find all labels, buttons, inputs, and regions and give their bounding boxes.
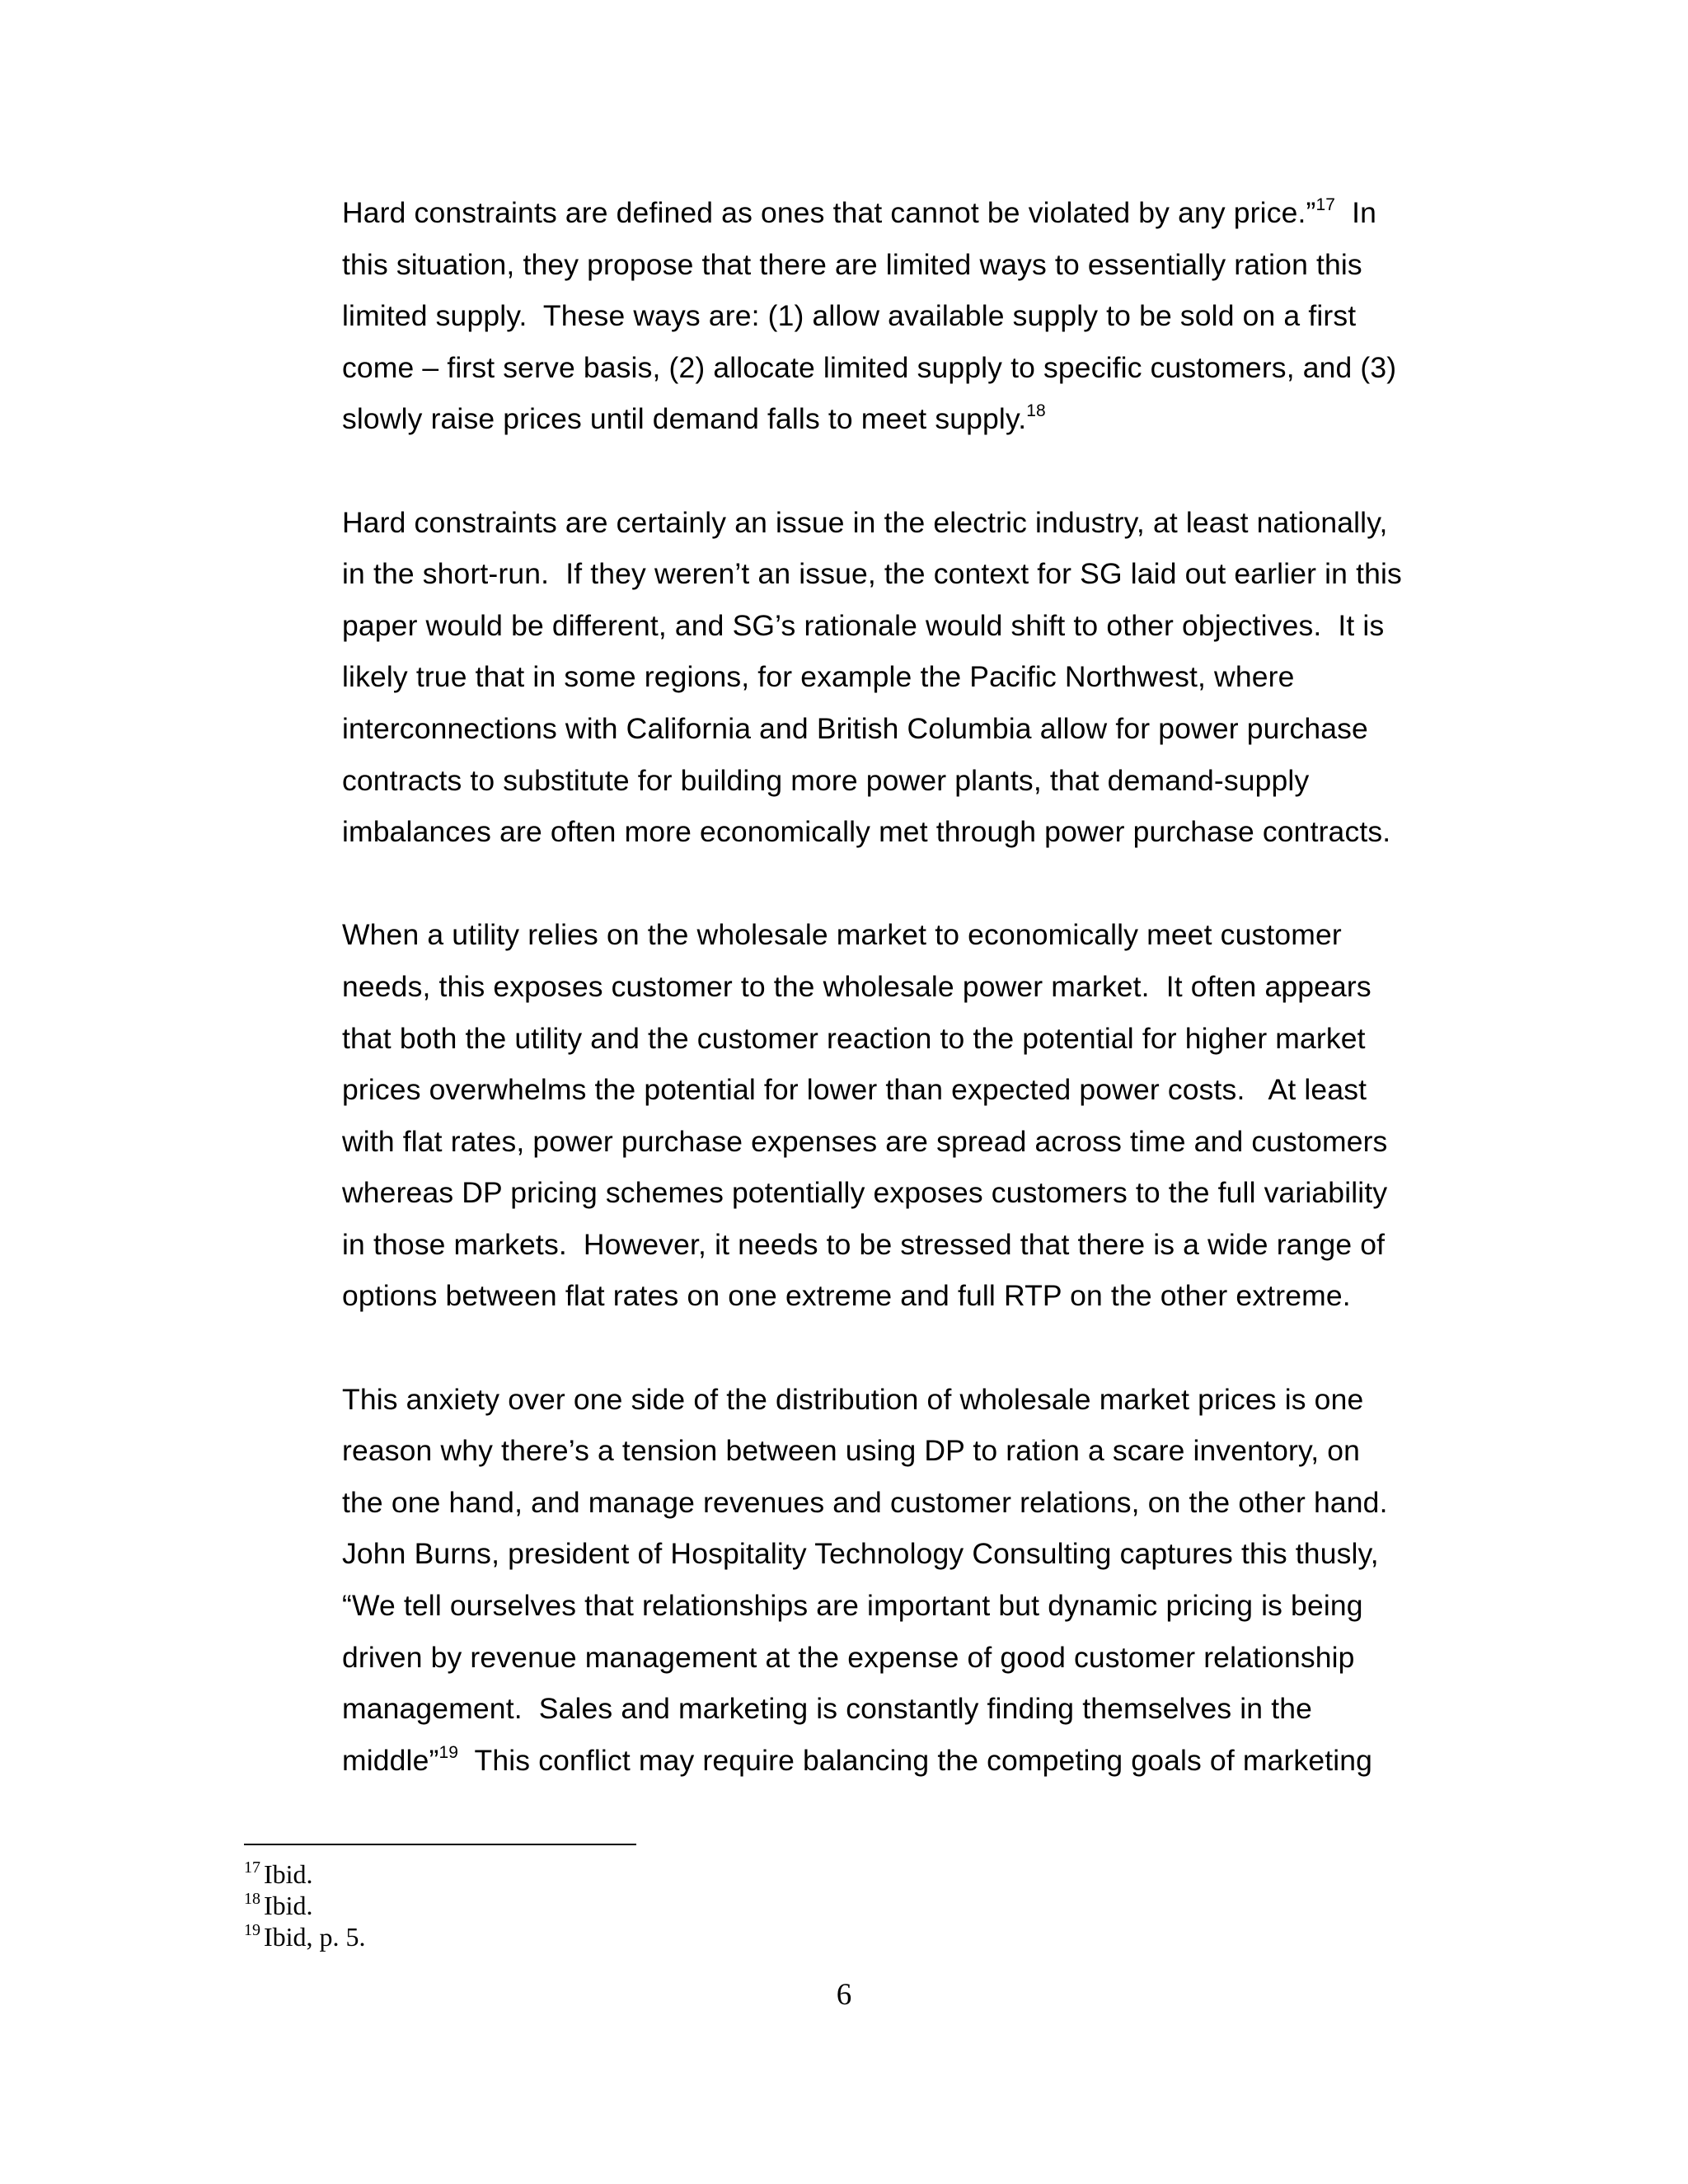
line-text: that both the utility and the customer reaction to the potential for higher market — [342, 1021, 1366, 1055]
line-text: come – first serve basis, (2) allocate limited supply to specific customers, and (3) — [342, 350, 1397, 384]
line-text: prices overwhelms the potential for lower than expected power costs. At least — [342, 1073, 1367, 1107]
text-line — [342, 1528, 1430, 1580]
footnote-reference: 19 — [438, 1742, 459, 1762]
text-line — [342, 1683, 1430, 1735]
line-text: reason why there’s a tension between using DP to ration a scare inventory, on — [342, 1434, 1361, 1468]
text-line — [342, 1167, 1430, 1219]
footnote-number: 19 — [244, 1921, 260, 1939]
footnote-text: Ibid, p. 5. — [264, 1922, 366, 1952]
line-text: interconnections with California and British Columbia allow for power purchase — [342, 711, 1368, 745]
line-text: limited supply. These ways are: (1) allow available supply to be sold on a first — [342, 299, 1357, 333]
line-text: This anxiety over one side of the distribution of wholesale market prices is one — [342, 1382, 1364, 1416]
text-line — [342, 1013, 1430, 1065]
paragraph — [342, 187, 1430, 445]
footnote-reference: 17 — [1315, 195, 1336, 214]
line-text: “We tell ourselves that relationships are important but dynamic pricing is being — [342, 1589, 1363, 1623]
line-text: slowly raise prices until demand falls to meet supply. — [342, 402, 1027, 436]
text-line — [342, 548, 1430, 600]
line-text-continued: In — [1335, 196, 1377, 229]
text-line — [342, 1219, 1430, 1271]
footnote — [244, 1858, 366, 1890]
line-text: paper would be different, and SG’s rationale would shift to other objectives. It is — [342, 608, 1385, 642]
line-text: management. Sales and marketing is constantly finding themselves in the — [342, 1692, 1313, 1726]
paragraph — [342, 1374, 1430, 1787]
text-line — [342, 1632, 1430, 1684]
text-line — [342, 1580, 1430, 1632]
text-line — [342, 1425, 1430, 1477]
text-line — [342, 755, 1430, 807]
text-line — [342, 239, 1430, 291]
page-number: 6 — [836, 1978, 852, 2012]
text-line — [342, 1064, 1430, 1116]
text-line — [342, 600, 1430, 652]
footnote — [244, 1921, 366, 1952]
footnote — [244, 1890, 366, 1921]
line-text: this situation, they propose that there are limited ways to essentially ration this — [342, 247, 1362, 281]
footnote-number: 18 — [244, 1890, 260, 1908]
text-line — [342, 1374, 1430, 1426]
line-text: the one hand, and manage revenues and customer relations, on the other hand. — [342, 1485, 1388, 1519]
footnote-text: Ibid. — [264, 1891, 313, 1920]
body-text — [342, 187, 1430, 1838]
footnote-divider — [244, 1844, 636, 1845]
text-line — [342, 1116, 1430, 1168]
text-line — [342, 909, 1430, 961]
text-line — [342, 703, 1430, 755]
text-line — [342, 961, 1430, 1013]
footnote-text: Ibid. — [264, 1859, 313, 1889]
line-text: imbalances are often more economically met through power purchase contracts. — [342, 815, 1391, 849]
line-text: When a utility relies on the wholesale market to economically meet customer — [342, 918, 1342, 952]
text-line — [342, 651, 1430, 703]
text-line — [342, 1270, 1430, 1322]
line-text: in the short-run. If they weren’t an issue, the context for SG laid out earlier in this — [342, 557, 1402, 591]
footnote-reference: 18 — [1026, 401, 1046, 421]
text-line — [342, 290, 1430, 342]
line-text: likely true that in some regions, for example the Pacific Northwest, where — [342, 660, 1295, 694]
line-text: whereas DP pricing schemes potentially exposes customers to the full variability — [342, 1176, 1388, 1210]
text-line — [342, 806, 1430, 858]
line-text-continued: This conflict may require balancing the competing goals of marketing — [458, 1743, 1373, 1777]
line-text: driven by revenue management at the expense of good customer relationship — [342, 1640, 1355, 1674]
line-text: Hard constraints are defined as ones that cannot be violated by any price.” — [342, 196, 1316, 229]
line-text: John Burns, president of Hospitality Technology Consulting captures this thusly, — [342, 1537, 1379, 1571]
text-line — [342, 497, 1430, 549]
paragraph — [342, 497, 1430, 858]
line-text: needs, this exposes customer to the wholesale power market. It often appears — [342, 969, 1372, 1003]
text-line — [342, 393, 1430, 445]
footnote-number: 17 — [244, 1858, 260, 1877]
line-text: with flat rates, power purchase expenses are spread across time and customers — [342, 1124, 1388, 1158]
text-line — [342, 1477, 1430, 1529]
line-text: options between flat rates on one extreme and full RTP on the other extreme. — [342, 1279, 1351, 1313]
text-line — [342, 1735, 1430, 1787]
paragraph — [342, 909, 1430, 1322]
line-text: contracts to substitute for building more power plants, that demand-supply — [342, 763, 1310, 797]
text-line — [342, 187, 1430, 239]
line-text: in those markets. However, it needs to be stressed that there is a wide range of — [342, 1227, 1386, 1261]
footnotes — [244, 1858, 366, 1952]
text-line — [342, 342, 1430, 394]
line-text: middle” — [342, 1743, 439, 1777]
line-text: Hard constraints are certainly an issue in the electric industry, at least nationally, — [342, 505, 1388, 539]
